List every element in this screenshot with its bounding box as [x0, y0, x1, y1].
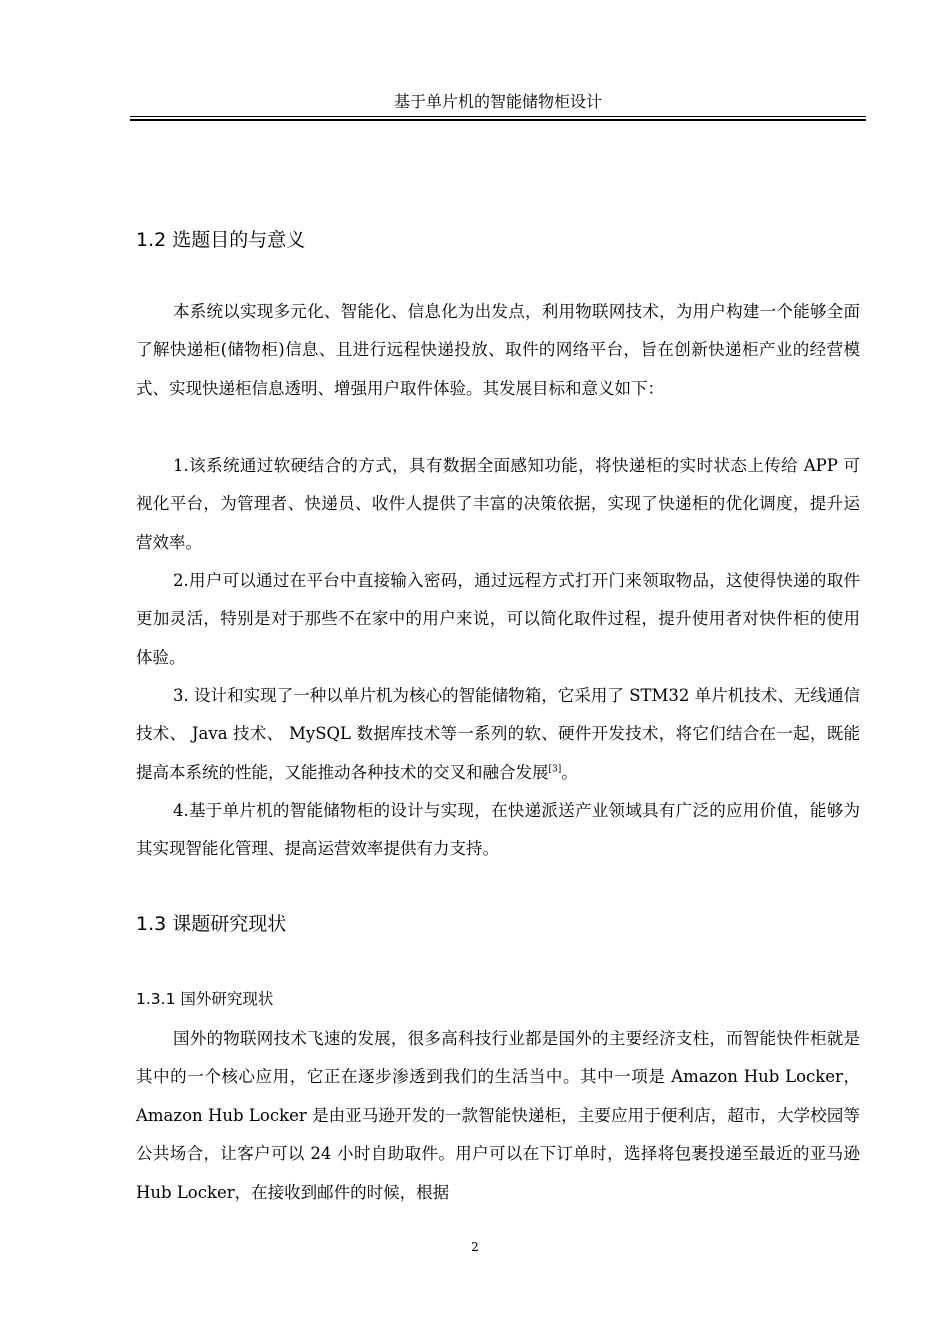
paragraph-point-3	[136, 677, 860, 792]
section-heading-1-2: 1.2 选题目的与意义	[136, 229, 306, 251]
section-heading-1-3: 1.3 课题研究现状	[136, 913, 287, 935]
paragraph-point-4: 4.基于单片机的智能储物柜的设计与实现，在快递派送产业领域具有广泛的应用价值，能够为其实现智能化管理、提高运营效率提供有力支持。	[136, 801, 860, 859]
paragraph-foreign-research: 国外的物联网技术飞速的发展，很多高科技行业都是国外的主要经济支柱，而智能快件柜就是其中的一个核心应用，它正在逐步渗透到我们的生活当中。其中一项是 Amazon Hub Locker，Amazon Hub Locker 是由亚马逊开发的一款智能快递柜，主要应用于便利店，超市，大学校园等公共场合，让客户可以 24 小时自助取件。用户可以在下订单时，选择将包裹投递至最近的亚马逊 Hub Locker，在接收到邮件的时候，根据	[136, 1029, 860, 1202]
point-3-end: 。	[561, 762, 578, 782]
running-header-title: 基于单片机的智能储物柜设计	[393, 92, 602, 111]
point-3-text: 3. 设计和实现了一种以单片机为核心的智能储物箱，它采用了 STM32 单片机技术、无线通信技术、 Java 技术、 MySQL 数据库技术等一系列的软、硬件开发技术，将它们结合在一起，既能提高本系统的性能，又能推动各种技术的交叉和融合发展	[136, 686, 860, 782]
paragraph-intro: 本系统以实现多元化、智能化、信息化为出发点，利用物联网技术，为用户构建一个能够全面了解快递柜(储物柜)信息、且进行远程快递投放、取件的网络平台，旨在创新快递柜产业的经营模式、实现快递柜信息透明、增强用户取件体验。其发展目标和意义如下：	[136, 302, 860, 398]
header-double-rule	[130, 116, 866, 121]
citation-ref: [3]	[548, 764, 562, 775]
paragraph-point-1: 1.该系统通过软硬结合的方式，具有数据全面感知功能，将快递柜的实时状态上传给 APP 可视化平台，为管理者、快递员、收件人提供了丰富的决策依据，实现了快递柜的优化调度，提升运营效率。	[136, 456, 860, 552]
paragraph-point-2: 2.用户可以通过在平台中直接输入密码，通过远程方式打开门来领取物品，这使得快递的取件更加灵活，特别是对于那些不在家中的用户来说，可以简化取件过程，提升使用者对快件柜的使用体验。	[136, 571, 860, 667]
subsection-heading-1-3-1: 1.3.1 国外研究现状	[136, 990, 274, 1008]
page-number: 2	[471, 1240, 479, 1254]
